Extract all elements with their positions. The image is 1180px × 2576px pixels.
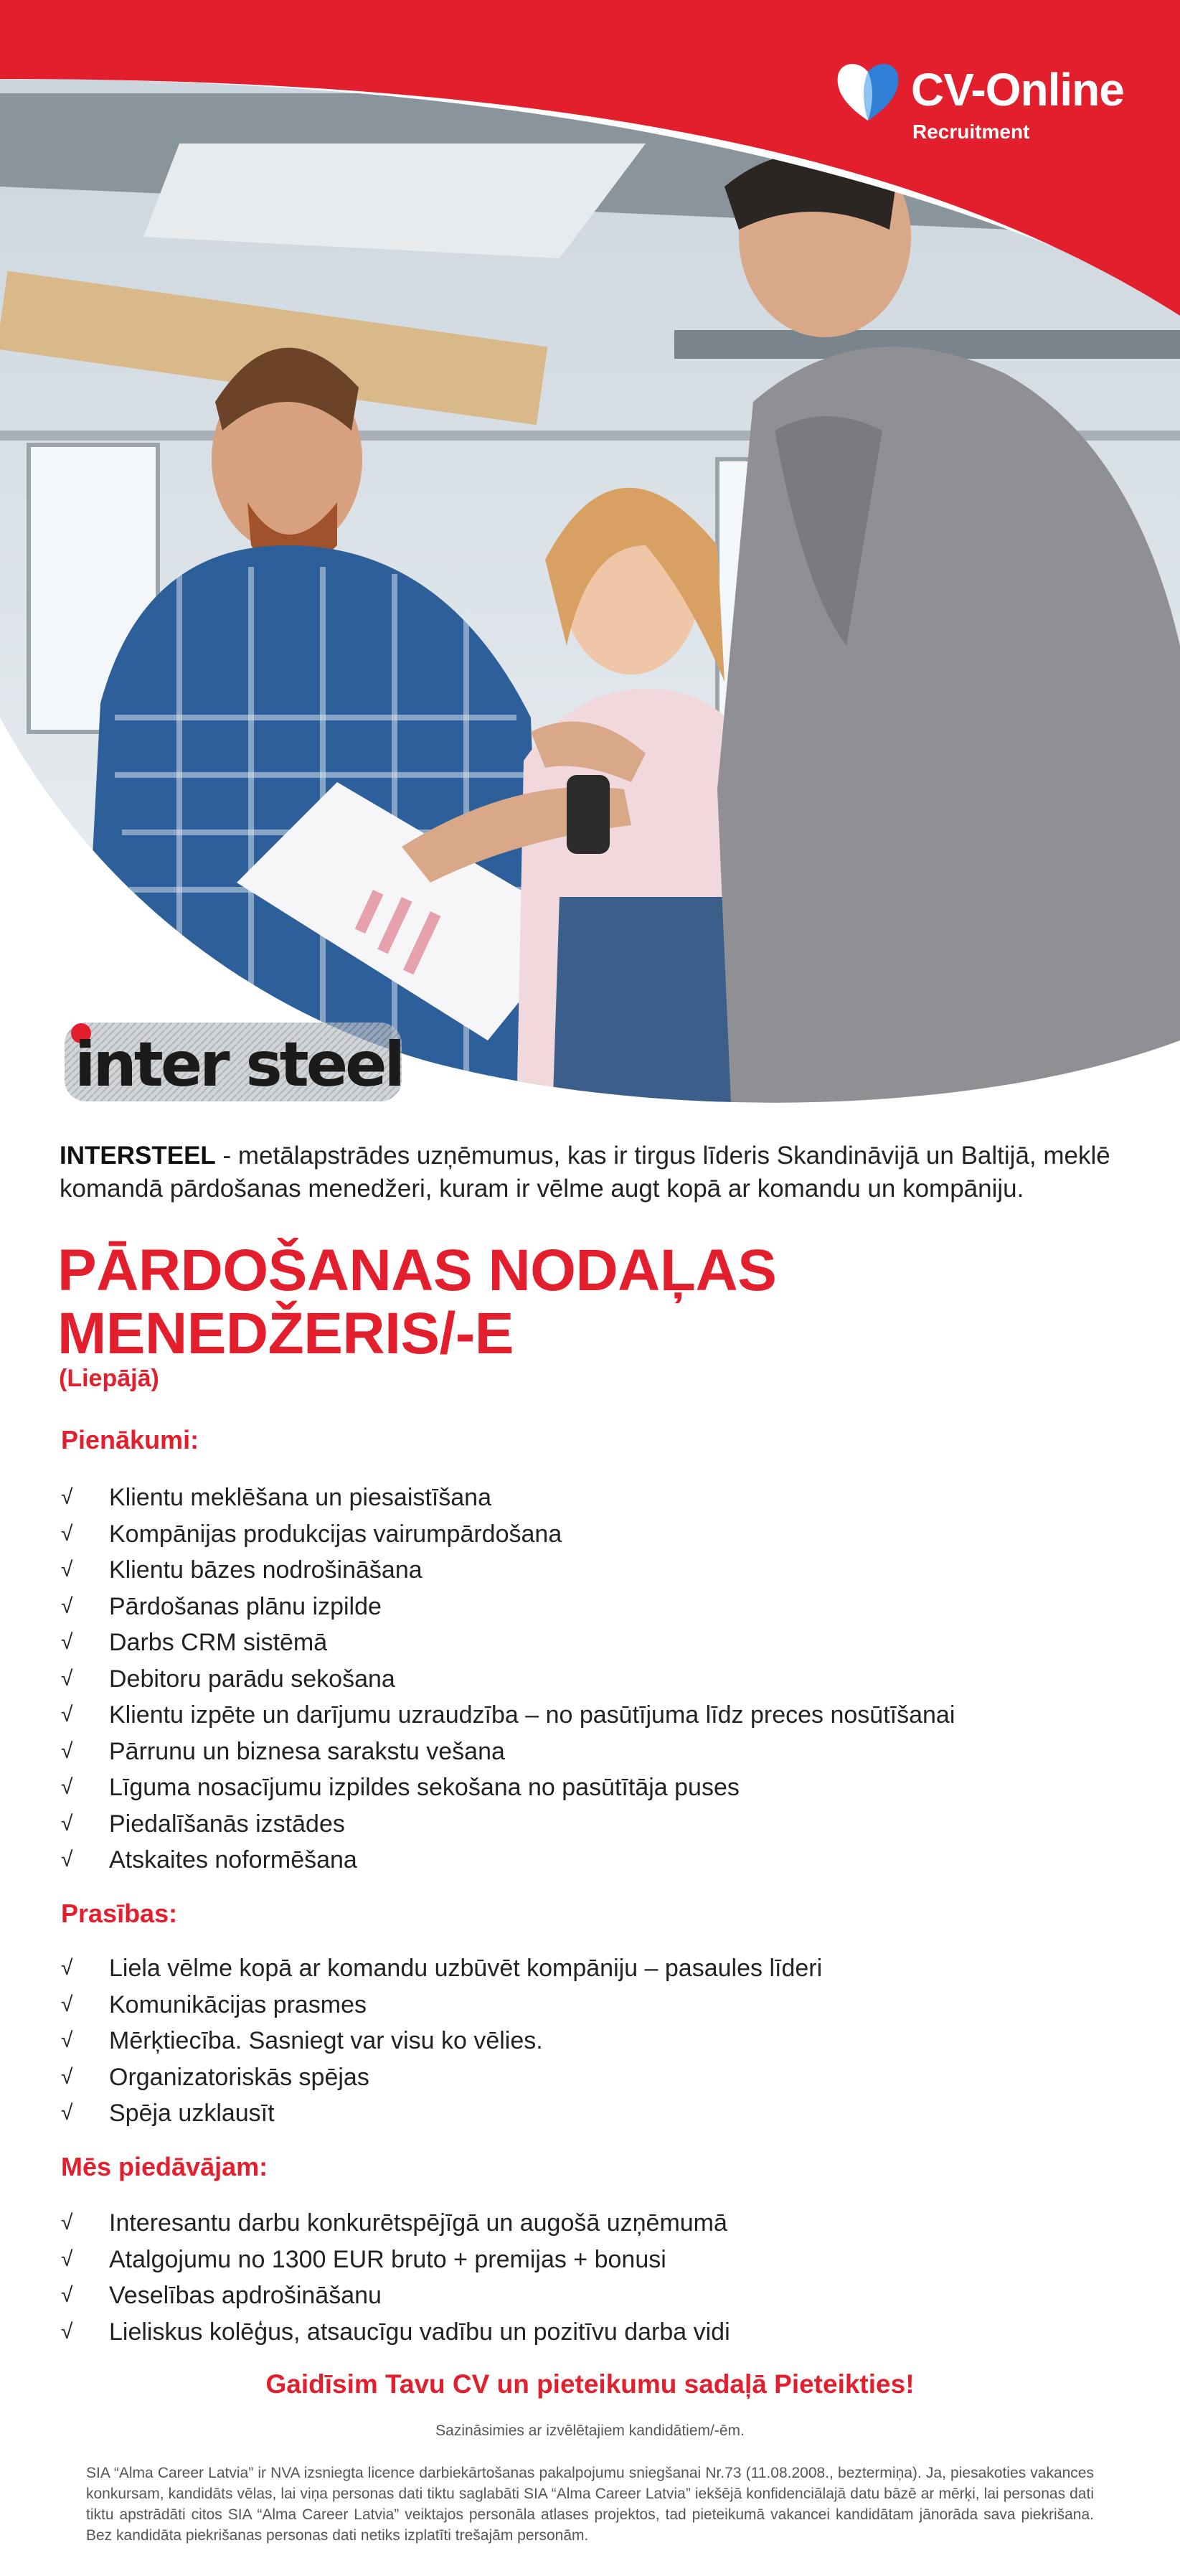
check-icon: √	[61, 2029, 73, 2052]
list-item-text: Klientu meklēšana un piesaistīšana	[109, 1484, 491, 1511]
check-icon: √	[61, 1521, 73, 1546]
intro-company: INTERSTEEL	[60, 1142, 216, 1170]
duties-heading: Pienākumi:	[61, 1425, 199, 1454]
check-icon: √	[61, 1848, 73, 1871]
hero-banner	[0, 0, 1180, 1119]
check-icon: √	[61, 2247, 73, 2271]
offer-heading: Mēs piedāvājam:	[61, 2152, 268, 2181]
intro-text: - metālapstrādes uzņēmumus, kas ir tirgus līderis Skandināvijā un Baltijā, meklē komandā pārdošanas menedžeri, kuram ir vēlme augt kopā ar komandu un kompāniju.	[60, 1142, 1110, 1203]
list-item-text: Mērķtiecība. Sasniegt var visu ko vēlies.	[109, 2027, 543, 2054]
job-title-line-1: PĀRDOŠANAS NODAĻAS	[57, 1238, 777, 1303]
list-item-text: Piedalīšanās izstādes	[109, 1810, 345, 1838]
list-item-text: Organizatoriskās spējas	[109, 2063, 369, 2091]
list-item-text: Debitoru parādu sekošana	[109, 1665, 395, 1693]
check-icon: √	[61, 1485, 73, 1509]
check-icon: √	[61, 1956, 73, 1980]
team-photo	[0, 0, 1180, 1119]
check-icon: √	[61, 2319, 73, 2344]
check-icon: √	[61, 1739, 73, 1763]
list-item-text: Līguma nosacījumu izpildes sekošana no pasūtītāja puses	[109, 1774, 740, 1801]
check-icon: √	[61, 1594, 73, 1618]
list-item-text: Lieliskus kolēģus, atsaucīgu vadību un pozitīvu darba vidi	[109, 2318, 730, 2346]
check-icon: √	[61, 1703, 73, 1726]
job-title-line-2: MENEDŽERIS/-E	[57, 1301, 514, 1366]
cv-online-logo	[832, 50, 1133, 151]
list-item-text: Atalgojumu no 1300 EUR bruto + premijas + bonusi	[109, 2245, 666, 2273]
check-icon: √	[61, 2283, 73, 2307]
list-item-text: Liela vēlme kopā ar komandu uzbūvēt kompāniju – pasaules līderi	[109, 1955, 823, 1982]
list-item-text: Atskaites noformēšana	[109, 1846, 357, 1874]
list-item-text: Interesantu darbu konkurētspējīgā un augošā uzņēmumā	[109, 2209, 727, 2237]
list-item-text: Pārrunu un biznesa sarakstu vešana	[109, 1737, 505, 1765]
list-item-text: Pārdošanas plānu izpilde	[109, 1592, 382, 1620]
list-item-text: Klientu izpēte un darījumu uzraudzība – no pasūtījuma līdz preces nosūtīšanai	[109, 1701, 955, 1729]
check-icon: √	[61, 2211, 73, 2234]
job-location: (Liepājā)	[59, 1365, 159, 1392]
cv-online-heart-icon	[832, 56, 904, 128]
intro-paragraph	[60, 1139, 1121, 1205]
check-icon: √	[61, 2064, 73, 2089]
list-item-text: Spēja uzklausīt	[109, 2100, 275, 2127]
brand-name: CV-Online	[911, 64, 1124, 116]
list-item-text: Veselības apdrošināšanu	[109, 2282, 382, 2309]
legal-notice: SIA “Alma Career Latvia” ir NVA izsniegta licence darbiekārtošanas pakalpojumu sniegšanai Nr.73 (11.08.2008., beztermiņa). Ja, piesakoties vakances konkursam, kandidāts vēlas, lai viņa personas dati tiktu saglabāti SIA “Alma Career Latvia” iekšējā konfidenciālajā datu bāzē ar mērķi, lai personas dati tiktu apstrādāti citos SIA “Alma Career Latvia” veiktajos personāla atlases projektos, tad pieteikumā vakancei kandidātam jānorāda sava piekrišana. Bez kandidāta piekrišanas personas dati netiks izplatīti trešajām personām.	[86, 2465, 1094, 2544]
check-icon: √	[61, 2101, 73, 2125]
list-item-text: Kompānijas produkcijas vairumpārdošana	[109, 1520, 562, 1548]
check-icon: √	[61, 1775, 73, 1799]
intersteel-logo-text: inter steel	[75, 1029, 402, 1101]
check-icon: √	[61, 1666, 73, 1691]
list-item-text: Klientu bāzes nodrošināšana	[109, 1556, 423, 1584]
intersteel-logo	[57, 1008, 416, 1109]
list-item-text: Darbs CRM sistēmā	[109, 1629, 328, 1656]
requirements-heading: Prasības:	[61, 1899, 178, 1928]
check-icon: √	[61, 1558, 73, 1581]
check-icon: √	[61, 1992, 73, 2016]
contact-note: Sazināsimies ar izvēlētajiem kandidātiem/-ēm.	[435, 2422, 745, 2439]
list-item-text: Komunikācijas prasmes	[109, 1990, 367, 2018]
job-title	[57, 1239, 1133, 1365]
check-icon: √	[61, 1811, 73, 1835]
brand-subtitle: Recruitment	[912, 121, 1030, 143]
apply-call-to-action: Gaidīsim Tavu CV un pieteikumu sadaļā Pieteikties!	[265, 2369, 915, 2399]
check-icon: √	[61, 1630, 73, 1654]
